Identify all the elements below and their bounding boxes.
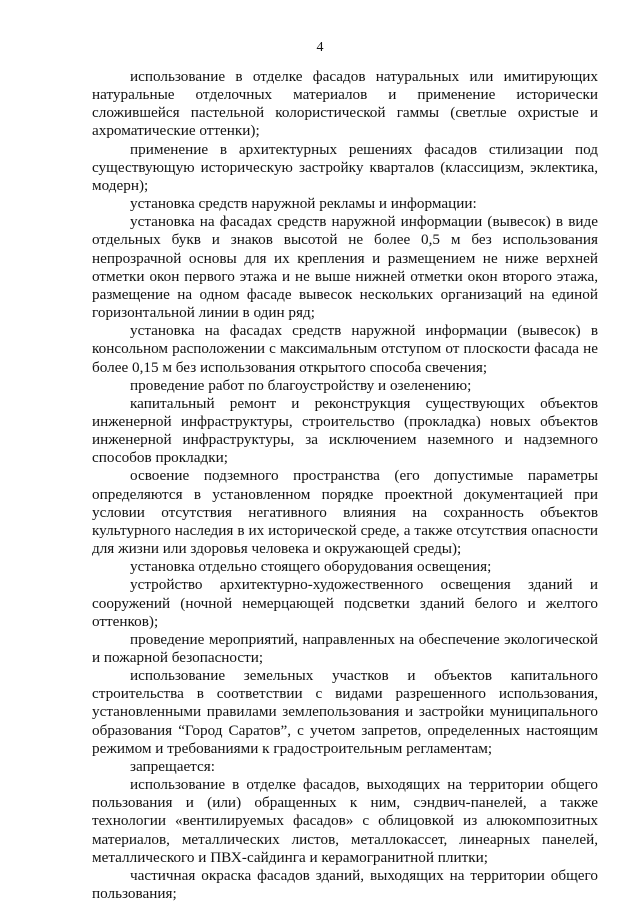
paragraph-landscaping: проведение работ по благоустройству и озеленению; — [130, 376, 472, 394]
paragraph-prohibited-panels: использование в отделке фасадов, выходящих на территории общего пользования и (или) обращенных к ним, сэндвич-панелей, а также технологии «вентилируемых фасадов» с облицовкой из алюкомпозитных материалов, металлических листов, металлокассет, линеарных панелей, металлического и ПВХ-сайдинга и керамогранитной плитки; — [92, 776, 598, 866]
paragraph-facade-materials: использование в отделке фасадов натуральных или имитирующих натуральные отделочных материалов и применение исторически сложившейся пастельной колористической гаммы (светлые охристые и ахроматические оттенки); — [92, 68, 598, 140]
paragraph-infrastructure: капитальный ремонт и реконструкция существующих объектов инженерной инфраструктуры, строительство (прокладка) новых объектов инженерной инфраструктуры, за исключением наземного и надземного способов прокладки; — [92, 394, 598, 467]
paragraph-signboards-letters: установка на фасадах средств наружной информации (вывесок) в виде отдельных букв и знаков высотой не более 0,5 м без использования непрозрачной основы для их крепления и размещением не ниже верхней отметки окон первого этажа и не выше нижней отметки окон второго этажа, размещение на одном фасаде вывесок нескольких организаций на единой горизонтальной линии в один ряд; — [92, 213, 598, 322]
paragraph-safety: проведение мероприятий, направленных на обеспечение экологической и пожарной безопасности; — [92, 630, 598, 666]
paragraph-underground: освоение подземного пространства (его допустимые параметры определяются в установленном порядке проектной документацией при условии отсутствия негативного влияния на сохранность объектов культурного наследия в их исторической среде, а также отсутствия опасности для жизни или здоровья человека и окружающей среды); — [92, 467, 598, 558]
page-number: 4 — [316, 40, 324, 55]
paragraph-lighting-equipment: установка отдельно стоящего оборудования освещения; — [130, 558, 492, 576]
paragraph-architectural-lighting: устройство архитектурно-художественного освещения зданий и сооружений (ночной немерцающей подсветки зданий белого и желтого оттенков); — [92, 576, 598, 630]
paragraph-prohibited-heading: запрещается: — [130, 757, 215, 775]
paragraph-signboards-console: установка на фасадах средств наружной информации (вывесок) в консольном расположении с максимальным отступом от плоскости фасада не более 0,15 м без использования открытого способа свечения; — [92, 322, 598, 376]
document-body — [92, 68, 598, 903]
paragraph-prohibited-painting: частичная окраска фасадов зданий, выходящих на территории общего пользования; — [92, 866, 598, 903]
paragraph-land-use: использование земельных участков и объектов капитального строительства в соответствии с видами разрешенного использования, установленными правилами землепользования и застройки муниципального образования “Город Саратов”, с учетом запретов, определенных настоящим режимом и требованиями к градостроительным регламентам; — [92, 667, 598, 757]
paragraph-advertising-heading: установка средств наружной рекламы и информации: — [130, 195, 477, 213]
paragraph-stylization: применение в архитектурных решениях фасадов стилизации под существующую историческую застройку кварталов (классицизм, эклектика, модерн); — [92, 140, 598, 194]
